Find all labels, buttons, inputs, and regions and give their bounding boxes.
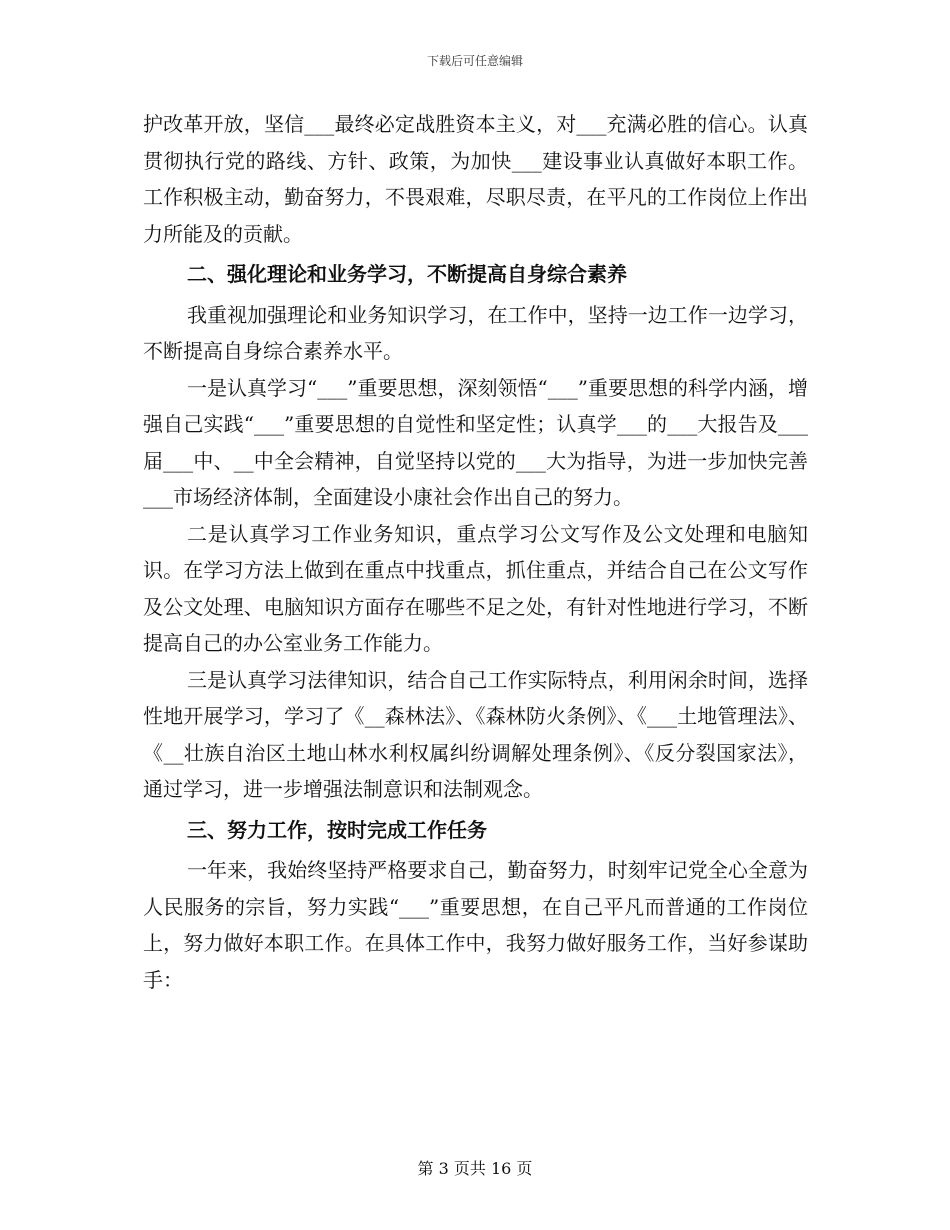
paragraph-law-study: 三是认真学习法律知识，结合自己工作实际特点，利用闲余时间，选择性地开展学习，学习了《__森林法》、《森林防火条例》、《___土地管理法》、《__壮族自治区土地山林水利权属纠纷调解处理条例》、《反分裂国家法》，通过学习，进一步增强法制意识和法制观念。: [143, 667, 808, 801]
paragraph-study-intro: 我重视加强理论和业务知识学习，在工作中，坚持一边工作一边学习，不断提高自身综合素养水平。: [143, 302, 808, 363]
paragraph-continuation: 护改革开放，坚信___最终必定战胜资本主义，对___充满必胜的信心。认真贯彻执行党的路线、方针、政策，为加快___建设事业认真做好本职工作。工作积极主动，勤奋努力，不畏艰难，尽职尽责，在平凡的工作岗位上作出力所能及的贡献。: [143, 112, 808, 246]
section-heading-two: 二、强化理论和业务学习，不断提高自身综合素养: [187, 262, 627, 286]
section-heading-three: 三、努力工作，按时完成工作任务: [187, 817, 487, 842]
document-body: [143, 106, 808, 998]
paragraph-theory-study: 一是认真学习“___”重要思想，深刻领悟“___”重要思想的科学内涵，增强自己实践“___”重要思想的自觉性和坚定性；认真学___的___大报告及___届___中、__中全会精神，自觉坚持以党的___大为指导，为进一步加快完善___市场经济体制，全面建设小康社会作出自己的努力。: [143, 375, 808, 509]
paragraph-business-study: 二是认真学习工作业务知识，重点学习公文写作及公文处理和电脑知识。在学习方法上做到在重点中找重点，抓住重点，并结合自己在公文写作及公文处理、电脑知识方面存在哪些不足之处，有针对性地进行学习，不断提高自己的办公室业务工作能力。: [143, 521, 808, 655]
paragraph-work-summary: 一年来，我始终坚持严格要求自己，勤奋努力，时刻牢记党全心全意为人民服务的宗旨，努力实践“___”重要思想，在自己平凡而普通的工作岗位上，努力做好本职工作。在具体工作中，我努力做好服务工作，当好参谋助手：: [143, 858, 808, 992]
page-number: 第 3 页共 16 页: [417, 1159, 533, 1178]
page-header: 下载后可任意编辑: [426, 54, 523, 68]
